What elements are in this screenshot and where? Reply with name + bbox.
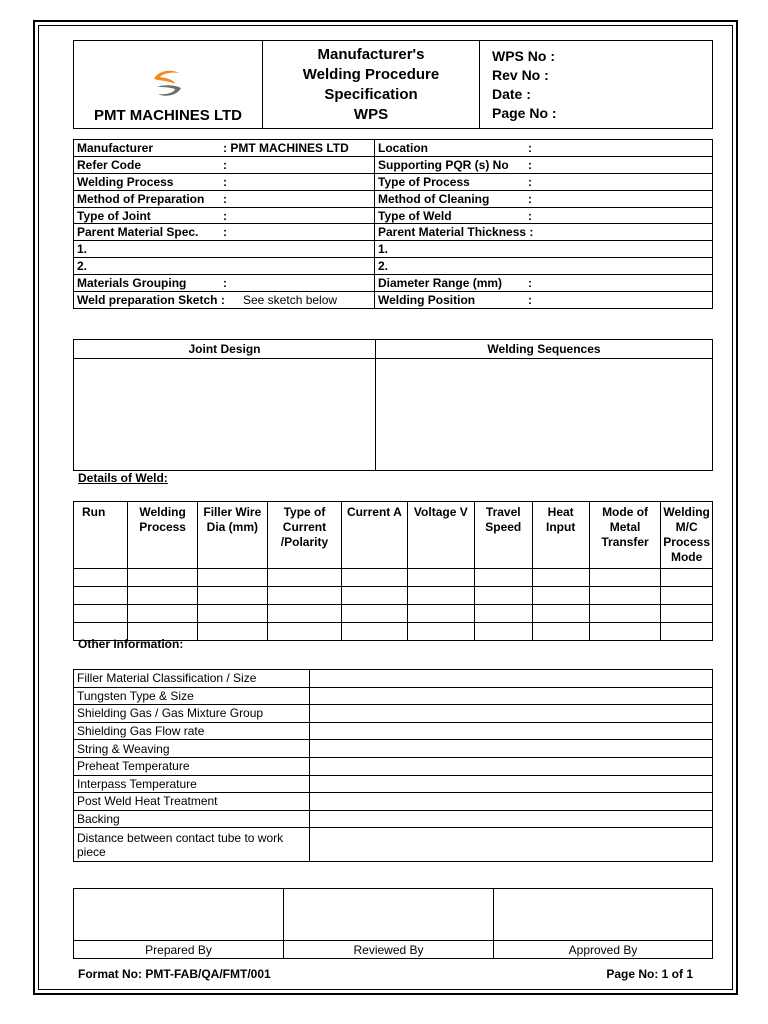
table-cell[interactable] <box>74 605 128 623</box>
info-right-key: Location <box>378 140 428 155</box>
table-cell[interactable] <box>532 623 589 641</box>
table-cell[interactable] <box>661 605 713 623</box>
document-title <box>263 41 480 129</box>
logo-cell <box>74 41 263 129</box>
info-row <box>74 156 713 173</box>
info-left-key: Refer Code <box>77 157 142 172</box>
prepared-by-label: Prepared By <box>74 941 284 959</box>
column-header: Welding Process <box>128 502 197 569</box>
column-header: Mode of Metal Transfer <box>589 502 660 569</box>
info-left-value: : <box>223 208 227 223</box>
other-row <box>74 687 713 705</box>
other-row-value[interactable] <box>310 722 713 740</box>
table-cell[interactable] <box>532 605 589 623</box>
info-right-key: Diameter Range (mm) <box>378 276 503 291</box>
info-left-key: Materials Grouping <box>77 276 187 291</box>
info-left-cell[interactable] <box>74 156 375 173</box>
info-left-cell[interactable] <box>74 292 375 309</box>
info-left-key: Method of Preparation <box>77 191 205 206</box>
other-row <box>74 793 713 811</box>
info-right-cell[interactable] <box>375 190 713 207</box>
table-cell[interactable] <box>661 587 713 605</box>
other-row <box>74 775 713 793</box>
logo-gray-swoosh <box>157 85 181 96</box>
column-header: Current A <box>342 502 407 569</box>
other-information-title: Other Information: <box>78 637 184 651</box>
info-right-value: : <box>528 174 532 189</box>
info-right-cell[interactable] <box>375 241 713 258</box>
table-cell[interactable] <box>128 569 197 587</box>
table-cell[interactable] <box>589 569 660 587</box>
approved-by-signature-box[interactable] <box>494 889 713 941</box>
title-line: WPS <box>353 105 389 123</box>
approved-by-label: Approved By <box>494 941 713 959</box>
reviewed-by-label: Reviewed By <box>284 941 494 959</box>
table-cell[interactable] <box>589 623 660 641</box>
table-cell[interactable] <box>532 569 589 587</box>
info-row <box>74 258 713 275</box>
welding-sequences-area[interactable] <box>376 359 713 471</box>
welding-sequences-header: Welding Sequences <box>376 340 713 359</box>
table-cell[interactable] <box>267 605 341 623</box>
info-left-cell[interactable] <box>74 275 375 292</box>
joint-design-table <box>73 339 713 471</box>
table-cell[interactable] <box>475 623 533 641</box>
info-row <box>74 292 713 309</box>
weld-header-row <box>74 502 713 569</box>
table-cell[interactable] <box>342 587 407 605</box>
other-information-table <box>73 669 713 862</box>
logo-orange-swoosh <box>154 71 179 84</box>
info-left-value: : PMT MACHINES LTD <box>223 140 349 155</box>
other-row-value[interactable] <box>310 670 713 688</box>
table-cell[interactable] <box>74 569 128 587</box>
info-right-cell[interactable] <box>375 275 713 292</box>
info-right-cell[interactable] <box>375 292 713 309</box>
info-right-key: Type of Process <box>378 174 470 189</box>
table-row <box>74 605 713 623</box>
other-row-value[interactable] <box>310 828 713 862</box>
info-left-cell[interactable] <box>74 173 375 190</box>
other-row <box>74 757 713 775</box>
info-right-key: Method of Cleaning <box>378 191 490 206</box>
info-left-value: : <box>223 225 227 240</box>
other-row <box>74 810 713 828</box>
wps-no-field[interactable]: WPS No : <box>492 47 555 64</box>
info-right-value: : <box>528 276 532 291</box>
table-cell[interactable] <box>661 569 713 587</box>
other-row <box>74 740 713 758</box>
info-right-key: Welding Position <box>378 292 476 307</box>
other-row-label: Shielding Gas / Gas Mixture Group <box>74 705 310 723</box>
info-right-value: : <box>528 208 532 223</box>
table-cell[interactable] <box>197 569 267 587</box>
table-cell[interactable] <box>475 605 533 623</box>
info-left-value: : <box>223 276 227 291</box>
table-cell[interactable] <box>589 605 660 623</box>
other-row-value[interactable] <box>310 775 713 793</box>
info-left-cell[interactable] <box>74 190 375 207</box>
column-header: Heat Input <box>532 502 589 569</box>
table-cell[interactable] <box>128 587 197 605</box>
table-cell[interactable] <box>267 623 341 641</box>
joint-design-header: Joint Design <box>74 340 376 359</box>
info-row <box>74 140 713 157</box>
column-header: Run <box>74 502 128 569</box>
info-left-cell[interactable] <box>74 224 375 241</box>
info-right-key: Parent Material Thickness : <box>378 225 534 240</box>
info-right-key: Type of Weld <box>378 208 452 223</box>
date-field[interactable]: Date : <box>492 85 531 102</box>
table-cell[interactable] <box>342 623 407 641</box>
details-of-weld-title: Details of Weld: <box>78 471 168 485</box>
header-table <box>73 40 713 129</box>
other-row <box>74 705 713 723</box>
other-row <box>74 722 713 740</box>
table-cell[interactable] <box>267 569 341 587</box>
info-left-key: Welding Process <box>77 174 174 189</box>
table-cell[interactable] <box>407 587 474 605</box>
column-header: Welding M/C Process Mode <box>661 502 713 569</box>
table-row <box>74 587 713 605</box>
table-cell[interactable] <box>267 587 341 605</box>
info-left-cell[interactable] <box>74 241 375 258</box>
info-right-cell[interactable] <box>375 173 713 190</box>
other-row-value[interactable] <box>310 793 713 811</box>
table-cell[interactable] <box>589 587 660 605</box>
title-line: Welding Procedure <box>302 65 440 83</box>
table-cell[interactable] <box>342 569 407 587</box>
table-cell[interactable] <box>532 587 589 605</box>
column-header: Voltage V <box>407 502 474 569</box>
joint-design-area[interactable] <box>74 359 376 471</box>
company-logo <box>148 67 188 101</box>
signature-table <box>73 888 713 959</box>
document-meta <box>480 41 713 129</box>
other-row-label: Post Weld Heat Treatment <box>74 793 310 811</box>
table-cell[interactable] <box>342 605 407 623</box>
info-right-key: Supporting PQR (s) No <box>378 157 509 172</box>
other-row-label: Interpass Temperature <box>74 775 310 793</box>
other-row-label: Distance between contact tube to work piece <box>74 828 310 862</box>
info-left-key: Parent Material Spec. <box>77 225 199 240</box>
other-row-value[interactable] <box>310 740 713 758</box>
page-no-field[interactable]: Page No : <box>492 104 557 121</box>
info-left-cell[interactable] <box>74 207 375 224</box>
info-right-cell[interactable] <box>375 140 713 157</box>
info-row <box>74 224 713 241</box>
info-left-value: : <box>223 191 227 206</box>
info-left-value: : <box>223 157 227 172</box>
info-row <box>74 275 713 292</box>
other-row-label: Backing <box>74 810 310 828</box>
table-cell[interactable] <box>407 569 474 587</box>
info-left-key: 2. <box>77 259 88 274</box>
table-cell[interactable] <box>475 569 533 587</box>
table-row <box>74 569 713 587</box>
info-right-value: : <box>528 140 532 155</box>
wps-info-table <box>73 139 713 309</box>
info-right-cell[interactable] <box>375 207 713 224</box>
other-row-label: Shielding Gas Flow rate <box>74 722 310 740</box>
column-header: Filler Wire Dia (mm) <box>197 502 267 569</box>
info-row <box>74 190 713 207</box>
info-right-value: : <box>528 292 532 307</box>
other-row-value[interactable] <box>310 810 713 828</box>
info-right-key: 2. <box>378 259 389 274</box>
info-right-value: : <box>528 191 532 206</box>
footer-page-number: Page No: 1 of 1 <box>606 967 693 981</box>
reviewed-by-signature-box[interactable] <box>284 889 494 941</box>
table-cell[interactable] <box>407 605 474 623</box>
title-line: Manufacturer's <box>317 45 425 63</box>
format-number: Format No: PMT-FAB/QA/FMT/001 <box>78 967 271 981</box>
info-right-cell[interactable] <box>375 156 713 173</box>
table-cell[interactable] <box>407 623 474 641</box>
info-row <box>74 173 713 190</box>
rev-no-field[interactable]: Rev No : <box>492 66 549 83</box>
other-row <box>74 670 713 688</box>
table-cell[interactable] <box>197 623 267 641</box>
info-row <box>74 207 713 224</box>
table-cell[interactable] <box>128 605 197 623</box>
table-cell[interactable] <box>661 623 713 641</box>
info-left-key: Type of Joint <box>77 208 151 223</box>
info-right-cell[interactable] <box>375 224 713 241</box>
table-cell[interactable] <box>197 605 267 623</box>
table-cell[interactable] <box>475 587 533 605</box>
info-left-key: 1. <box>77 242 88 257</box>
prepared-by-signature-box[interactable] <box>74 889 284 941</box>
other-row-label: Preheat Temperature <box>74 757 310 775</box>
info-left-value: : <box>223 174 227 189</box>
info-left-value: See sketch below <box>243 292 338 307</box>
info-row <box>74 241 713 258</box>
other-row-value[interactable] <box>310 705 713 723</box>
other-row-label: Filler Material Classification / Size <box>74 670 310 688</box>
info-left-cell[interactable] <box>74 140 375 157</box>
other-row-value[interactable] <box>310 687 713 705</box>
other-row <box>74 828 713 862</box>
info-left-cell[interactable] <box>74 258 375 275</box>
info-right-key: 1. <box>378 242 389 257</box>
title-line: Specification <box>324 85 418 103</box>
info-right-value: : <box>528 157 532 172</box>
other-row-value[interactable] <box>310 757 713 775</box>
other-row-label: Tungsten Type & Size <box>74 687 310 705</box>
table-cell[interactable] <box>74 587 128 605</box>
other-row-label: String & Weaving <box>74 740 310 758</box>
column-header: Type of Current /Polarity <box>267 502 341 569</box>
info-left-key: Weld preparation Sketch : <box>77 292 225 307</box>
weld-details-table <box>73 501 713 641</box>
company-name: PMT MACHINES LTD <box>93 107 243 124</box>
table-cell[interactable] <box>197 587 267 605</box>
info-left-key: Manufacturer <box>77 140 154 155</box>
info-right-cell[interactable] <box>375 258 713 275</box>
column-header: Travel Speed <box>475 502 533 569</box>
